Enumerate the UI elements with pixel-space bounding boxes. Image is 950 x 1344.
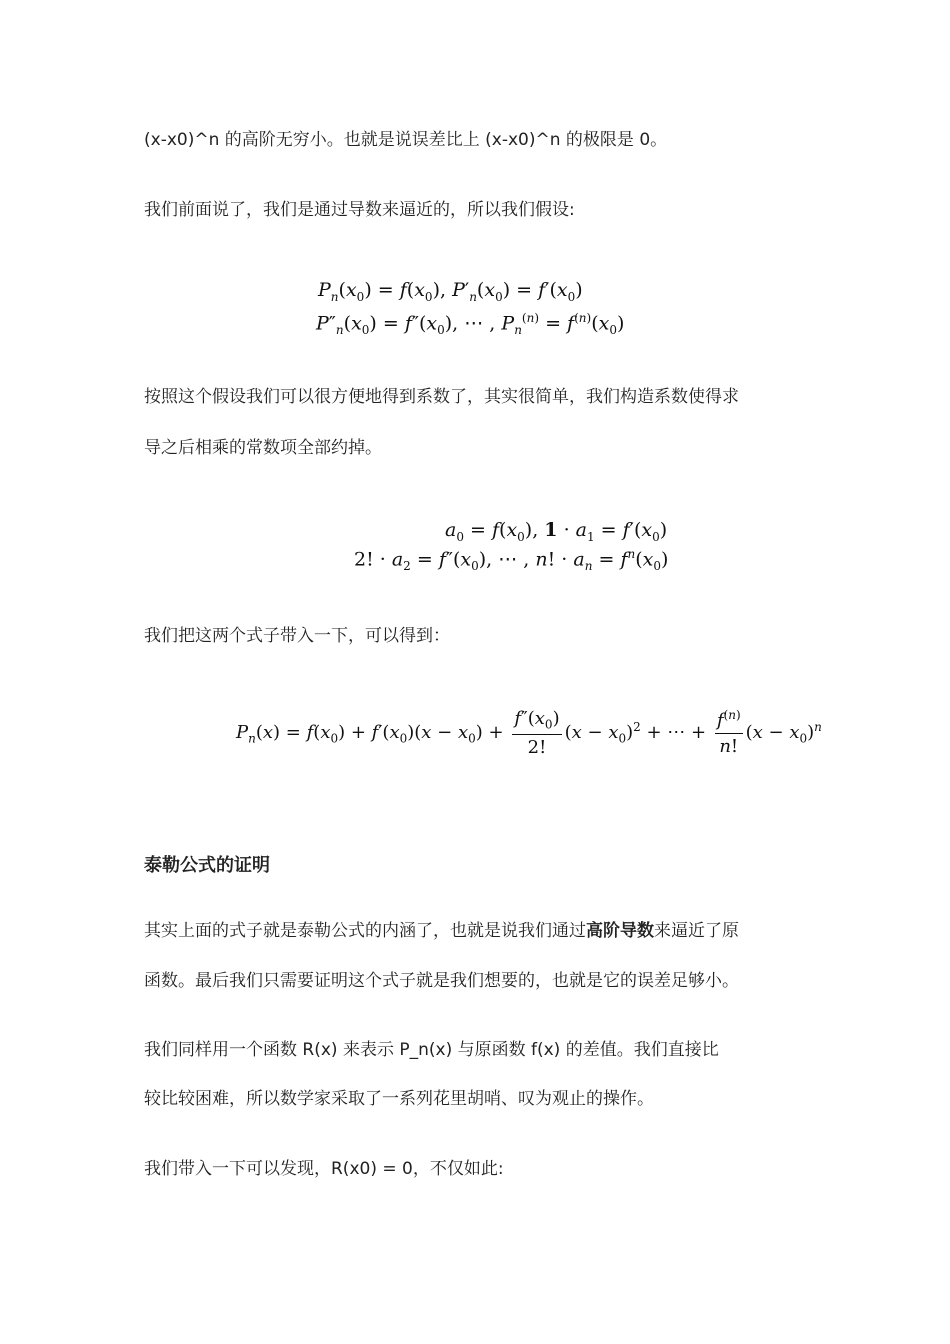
equation-coefficients-line1: $a_0 = f(x_0)$, $1 \cdot a_1 = f'(x_0)$ xyxy=(445,519,668,544)
paragraph-assumption-intro: 我们前面说了，我们是通过导数来逼近的，所以我们假设: xyxy=(144,200,575,220)
equation-coefficients-line2: 2! · $a_2 = f''(x_0)$, ⋯ , n! · $a_n = f^n(x_0)$ xyxy=(354,547,669,574)
paragraph-coefficients-line1: 按照这个假设我们可以很方便地得到系数了，其实很简单，我们构造系数使得求 xyxy=(144,387,739,407)
paragraph-coefficients-line2: 导之后相乘的常数项全部约掉。 xyxy=(144,438,382,458)
paragraph-taylor-meaning-line2: 函数。最后我们只需要证明这个式子就是我们想要的，也就是它的误差足够小。 xyxy=(144,971,739,991)
bold-term-high-order-derivative: 高阶导数 xyxy=(586,921,654,941)
equation-taylor-polynomial: $P_n(x) = f(x_0) + f'(x_0)(x - x_0)$ + $\frac{f''(x_0)}{2!}$ $(x - x_0)^2$ + ⋯ + $\frac{f^{(n)}}{n!}$ $(x - x_0)^n$ xyxy=(236,708,822,758)
paragraph-substitute: 我们把这两个式子带入一下，可以得到： xyxy=(144,626,450,646)
paragraph-limit: (x-x0)^n 的高阶无穷小。也就是说误差比上 (x-x0)^n 的极限是 0。 xyxy=(144,130,668,150)
paragraph-remainder-line1: 我们同样用一个函数 R(x) 来表示 P_n(x) 与原函数 f(x) 的差值。我们直接比 xyxy=(144,1040,719,1060)
text-segment: 来逼近了原 xyxy=(654,921,739,941)
paragraph-remainder-zero: 我们带入一下可以发现，R(x0) = 0，不仅如此: xyxy=(144,1159,504,1179)
text-segment: 其实上面的式子就是泰勒公式的内涵了，也就是说我们通过 xyxy=(144,921,586,941)
section-heading-taylor-proof: 泰勒公式的证明 xyxy=(144,855,270,876)
equation-assumption-line2: $P''_n(x_0) = f''(x_0)$, ⋯ , $P_n^{(n)} = f^{(n)}(x_0)$ xyxy=(316,311,625,338)
paragraph-taylor-meaning-line1 xyxy=(144,919,739,943)
equation-assumption-line1: $P_n(x_0) = f(x_0)$, $P'_n(x_0) = f'(x_0)$ xyxy=(318,279,583,304)
paragraph-remainder-line2: 较比较困难，所以数学家采取了一系列花里胡哨、叹为观止的操作。 xyxy=(144,1089,654,1109)
